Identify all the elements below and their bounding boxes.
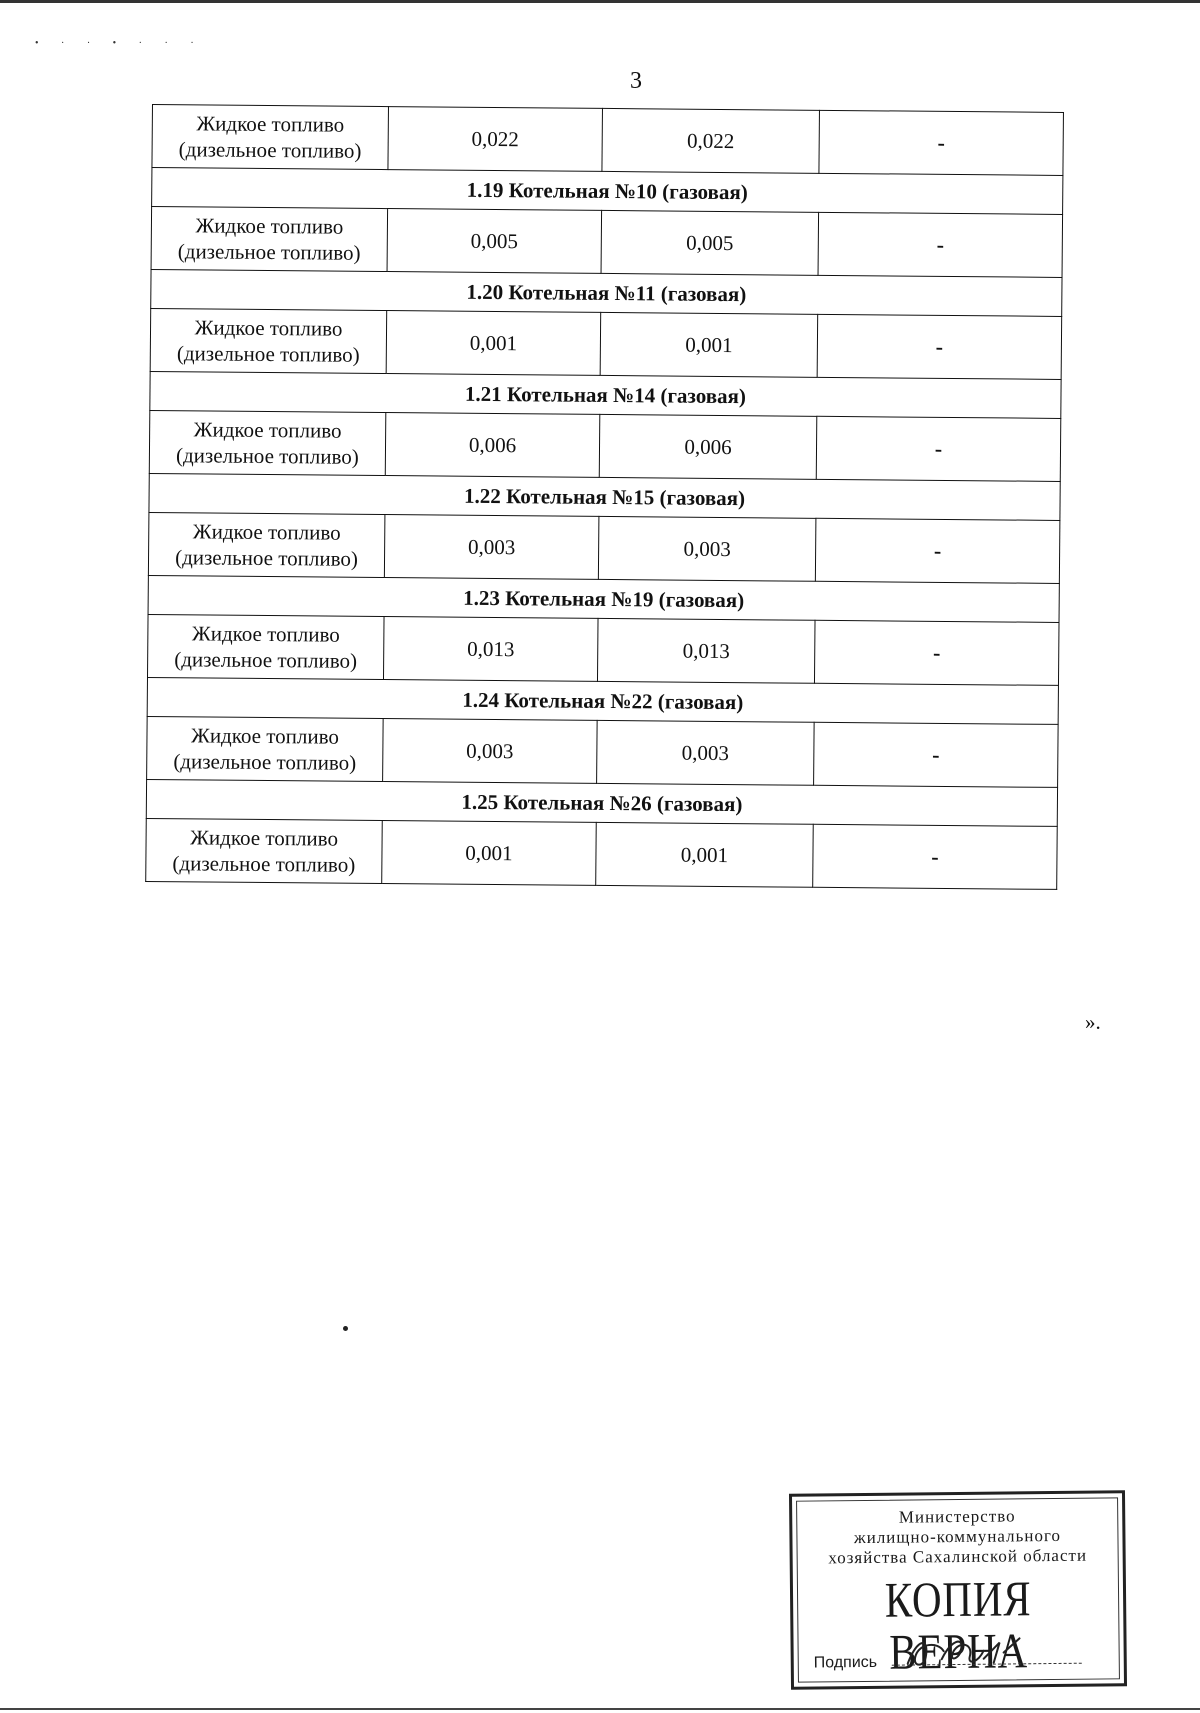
value-cell-1: 0,001 <box>386 311 601 376</box>
fuel-type-line1: Жидкое топливо <box>192 519 341 545</box>
stamp-department-line: жилищно-коммунального <box>853 1525 1062 1548</box>
fuel-row <box>147 614 1059 685</box>
value-cell-3: - <box>814 620 1059 685</box>
fuel-type-line1: Жидкое топливо <box>190 723 340 749</box>
fuel-type-line1: Жидкое топливо <box>194 315 343 341</box>
fuel-row <box>149 410 1061 481</box>
stamp-region-line: хозяйства Сахалинской области <box>828 1545 1088 1568</box>
fuel-type-line2: (дизельное топливо) <box>173 749 357 775</box>
value-cell-1: 0,013 <box>383 617 598 682</box>
scan-top-edge <box>0 0 1200 3</box>
fuel-type-line1: Жидкое топливо <box>191 621 340 647</box>
value-cell-3: - <box>813 824 1058 889</box>
scan-bottom-edge <box>0 1708 1200 1710</box>
value-cell-1: 0,006 <box>385 413 600 478</box>
value-cell-1: 0,003 <box>383 719 598 784</box>
fuel-type-line2: (дизельное топливо) <box>175 545 359 571</box>
fuel-type-cell <box>151 207 388 272</box>
fuel-type-cell <box>147 614 384 679</box>
value-cell-2: 0,022 <box>602 108 820 173</box>
value-cell-2: 0,001 <box>596 822 814 887</box>
fuel-type-line2: (дизельное топливо) <box>175 443 359 469</box>
fuel-row <box>152 105 1064 176</box>
value-cell-2: 0,003 <box>597 720 815 785</box>
value-cell-1: 0,003 <box>384 515 599 580</box>
scan-specks: • · · • · · · <box>35 38 204 49</box>
fuel-type-line2: (дизельное топливо) <box>174 647 358 673</box>
value-cell-3: - <box>815 518 1060 583</box>
fuel-type-cell <box>150 308 387 373</box>
fuel-type-line1: Жидкое топливо <box>193 417 342 443</box>
fuel-type-cell <box>147 716 384 781</box>
value-cell-1: 0,022 <box>388 107 603 172</box>
value-cell-3: - <box>819 110 1064 175</box>
value-cell-3: - <box>816 416 1061 481</box>
fuel-type-line2: (дизельное топливо) <box>178 137 362 163</box>
fuel-type-line2: (дизельное топливо) <box>176 341 360 367</box>
stamp-ministry-line: Министерство <box>898 1506 1016 1527</box>
section-heading: 1.25 Котельная №26 (газовая) <box>146 779 1057 826</box>
fuel-row <box>151 207 1063 278</box>
certified-copy-stamp <box>789 1490 1127 1690</box>
section-heading: 1.20 Котельная №11 (газовая) <box>151 269 1062 316</box>
page-number: 3 <box>630 68 642 94</box>
fuel-type-line1: Жидкое топливо <box>195 213 344 239</box>
value-cell-2: 0,003 <box>598 516 816 581</box>
value-cell-2: 0,013 <box>597 618 815 683</box>
fuel-row <box>146 818 1058 889</box>
fuel-type-line2: (дизельное топливо) <box>172 851 356 877</box>
value-cell-3: - <box>817 314 1062 379</box>
stamp-main-text: КОПИЯ ВЕРНА <box>884 1570 1032 1680</box>
handwritten-signature <box>903 1632 1023 1671</box>
value-cell-1: 0,005 <box>387 209 602 274</box>
section-heading: 1.24 Котельная №22 (газовая) <box>147 677 1058 724</box>
value-cell-1: 0,001 <box>382 821 597 886</box>
section-heading: 1.23 Котельная №19 (газовая) <box>148 575 1059 622</box>
value-cell-2: 0,006 <box>599 414 817 479</box>
fuel-row <box>150 308 1062 379</box>
closing-quote: ». <box>1085 1010 1101 1034</box>
fuel-type-line1: Жидкое топливо <box>196 111 345 137</box>
value-cell-3: - <box>814 722 1059 787</box>
section-heading: 1.19 Котельная №10 (газовая) <box>152 168 1063 215</box>
section-heading: 1.21 Котельная №14 (газовая) <box>150 371 1061 418</box>
fuel-type-cell <box>148 512 385 577</box>
fuel-type-line1: Жидкое топливо <box>190 825 339 851</box>
value-cell-2: 0,001 <box>600 312 818 377</box>
fuel-type-line2: (дизельное топливо) <box>177 239 361 265</box>
value-cell-3: - <box>818 212 1063 277</box>
fuel-type-cell <box>149 410 386 475</box>
scan-dot <box>343 1326 348 1331</box>
fuel-reserve-table <box>145 104 1064 890</box>
value-cell-2: 0,005 <box>601 210 819 275</box>
fuel-row <box>148 512 1060 583</box>
stamp-signature-label: Подпись <box>813 1653 878 1672</box>
fuel-type-cell <box>152 105 389 170</box>
fuel-row <box>147 716 1059 787</box>
section-heading: 1.22 Котельная №15 (газовая) <box>149 473 1060 520</box>
fuel-type-cell <box>146 818 383 883</box>
